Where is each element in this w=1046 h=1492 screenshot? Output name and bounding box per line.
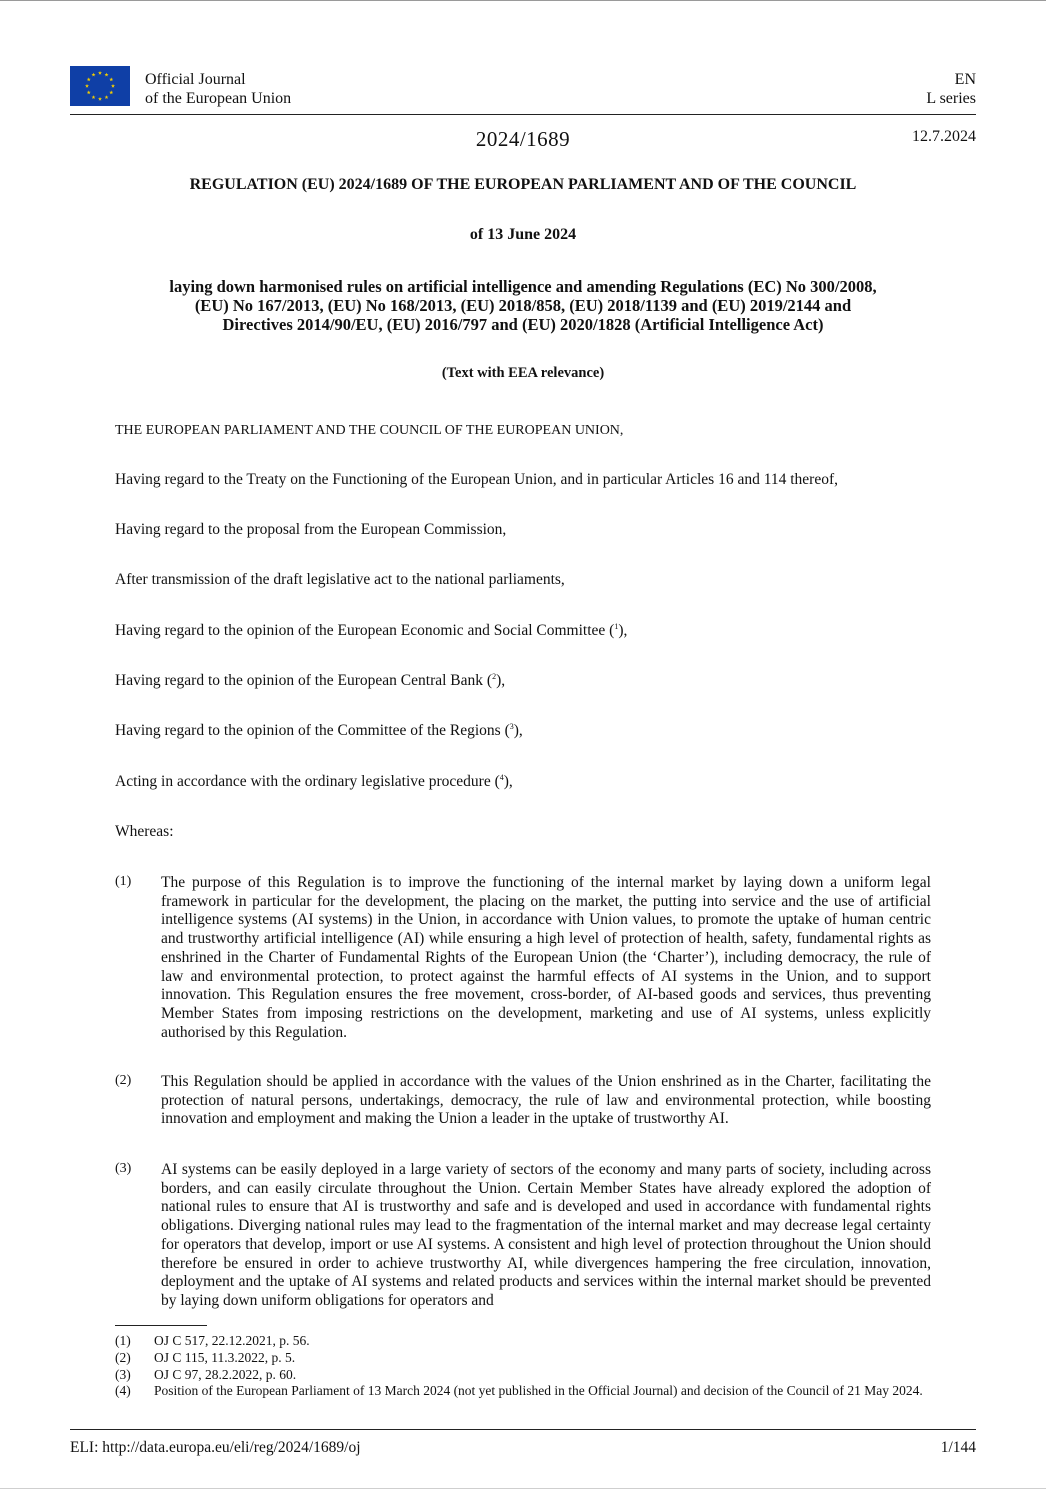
eu-star-icon [92,95,96,99]
eu-star-icon [109,90,113,94]
footnote-ref[interactable]: 1 [614,622,619,631]
publication-date: 12.7.2024 [912,128,976,145]
subject-line: Directives 2014/90/EU, (EU) 2016/797 and (EU) 2020/1828 (Artificial Intelligence Act) [222,315,824,334]
series-info [926,70,976,108]
footnote-number: (4) [115,1383,131,1398]
recital-text: AI systems can be easily deployed in a large variety of sectors of the economy and many parts of society, including across borders, and can easily circulate throughout the Union. Certain Member States have already explored the adoption of national rules to ensure that AI is trustworthy and safe and is developed and used in accordance with fundamental rights obligations. Diverging national rules may lead to the fragmentation of the internal market and may decrease legal certainty for operators that develop, import or use AI systems. A consistent and high level of protection throughout the Union should therefore be ensured in order to achieve trustworthy AI, while divergences hampering the free circulation, innovation, deployment and the uptake of AI systems and related products and services within the internal market should be prevented by laying down uniform obligations for operators and [161,1161,931,1309]
eu-star-icon [98,71,102,75]
footnote-text: OJ C 517, 22.12.2021, p. 56. [154,1333,310,1348]
preamble-institutions: THE EUROPEAN PARLIAMENT AND THE COUNCIL OF THE EUROPEAN UNION, [115,423,624,438]
preamble-cor: Having regard to the opinion of the Committee of the Regions ($^3$), [115,722,523,739]
preamble-ecb: Having regard to the opinion of the European Central Bank ($^2$), [115,672,506,689]
journal-line-2: of the European Union [145,90,292,107]
footnote-divider [115,1325,207,1326]
journal-name [145,70,291,108]
page-bottom-border [0,1488,1046,1489]
series-label: L series [926,90,976,107]
footnote-text: Position of the European Parliament of 13 March 2024 (not yet published in the Official Journal) and decision of the Council of 21 May 2024. [154,1383,923,1398]
preamble-proposal: Having regard to the proposal from the European Commission, [115,521,507,538]
eu-star-icon [105,73,109,77]
eu-stars-icon [70,66,130,106]
eu-flag-logo [70,66,130,106]
eu-star-icon [87,77,91,81]
regulation-date: of 13 June 2024 [469,226,577,243]
footnote-ref[interactable]: 4 [499,773,504,782]
footnote-number: (2) [115,1350,131,1365]
eu-star-icon [111,84,115,88]
regulation-title: REGULATION (EU) 2024/1689 OF THE EUROPEAN PARLIAMENT AND OF THE COUNCIL [189,176,857,193]
recital-number: (1) [115,874,132,889]
footnote-ref[interactable]: 2 [492,672,497,681]
document-number: 2024/1689 [475,127,571,151]
recital-number: (3) [115,1161,132,1176]
eea-relevance: (Text with EEA relevance) [441,365,605,381]
recital-text: The purpose of this Regulation is to improve the functioning of the internal market by laying down a uniform legal framework in particular for the development, the placing on the market, the putting into service and the use of artificial intelligence systems (AI systems) in the Union, in accordance with Union values, to promote the uptake of human centric and trustworthy artificial intelligence (AI) while ensuring a high level of protection of health, safety, fundamental rights as enshrined in the Charter of Fundamental Rights of the European Union (the ‘Charter’), including democracy, the rule of law and environmental protection, to protect against the harmful effects of AI systems in the Union, and to support innovation. This Regulation ensures the free movement, cross-border, of AI-based goods and services, thus preventing Member States from imposing restrictions on the development, marketing and use of AI systems, unless explicitly authorised by this Regulation. [161,874,931,1041]
preamble-eesc: Having regard to the opinion of the European Economic and Social Committee ($^1$), [115,622,628,639]
eu-star-icon [87,90,91,94]
eu-star-icon [85,84,89,88]
preamble-whereas: Whereas: [115,823,174,840]
footnote-text: OJ C 97, 28.2.2022, p. 60. [154,1367,297,1382]
preamble-treaty: Having regard to the Treaty on the Functioning of the European Union, and in particular Articles 16 and 114 thereof, [115,471,839,488]
regulation-subject [115,277,931,334]
footnote-ref[interactable]: 3 [509,722,514,731]
page-top-border [0,0,1046,1]
header-divider [70,114,976,115]
eu-star-icon [98,97,102,101]
recital-number: (2) [115,1073,132,1088]
journal-line-1: Official Journal [145,71,246,88]
footer-divider [70,1429,976,1430]
eu-star-icon [109,77,113,81]
footnote-number: (3) [115,1367,131,1382]
footnote-text: OJ C 115, 11.3.2022, p. 5. [154,1350,296,1365]
recital-text: This Regulation should be applied in accordance with the values of the Union enshrined as in the Charter, facilitating the protection of natural persons, undertakings, democracy, the rule of law and environmental protection, while boosting innovation and employment and making the Union a leader in the uptake of trustworthy AI. [161,1073,931,1128]
subject-line: laying down harmonised rules on artificial intelligence and amending Regulations (EC) No 300/2008, [169,277,877,296]
language-code: EN [954,71,976,88]
footnote-number: (1) [115,1333,131,1348]
preamble-procedure: Acting in accordance with the ordinary legislative procedure ($^4$), [115,773,513,790]
eu-star-icon [105,95,109,99]
page-number: 1/144 [940,1439,976,1456]
subject-line: (EU) No 167/2013, (EU) No 168/2013, (EU) 2018/858, (EU) 2018/1139 and (EU) 2019/2144 and [194,296,852,315]
eli-link[interactable]: ELI: http://data.europa.eu/eli/reg/2024/1689/oj [70,1439,361,1456]
eu-star-icon [92,73,96,77]
preamble-transmission: After transmission of the draft legislative act to the national parliaments, [115,571,565,588]
